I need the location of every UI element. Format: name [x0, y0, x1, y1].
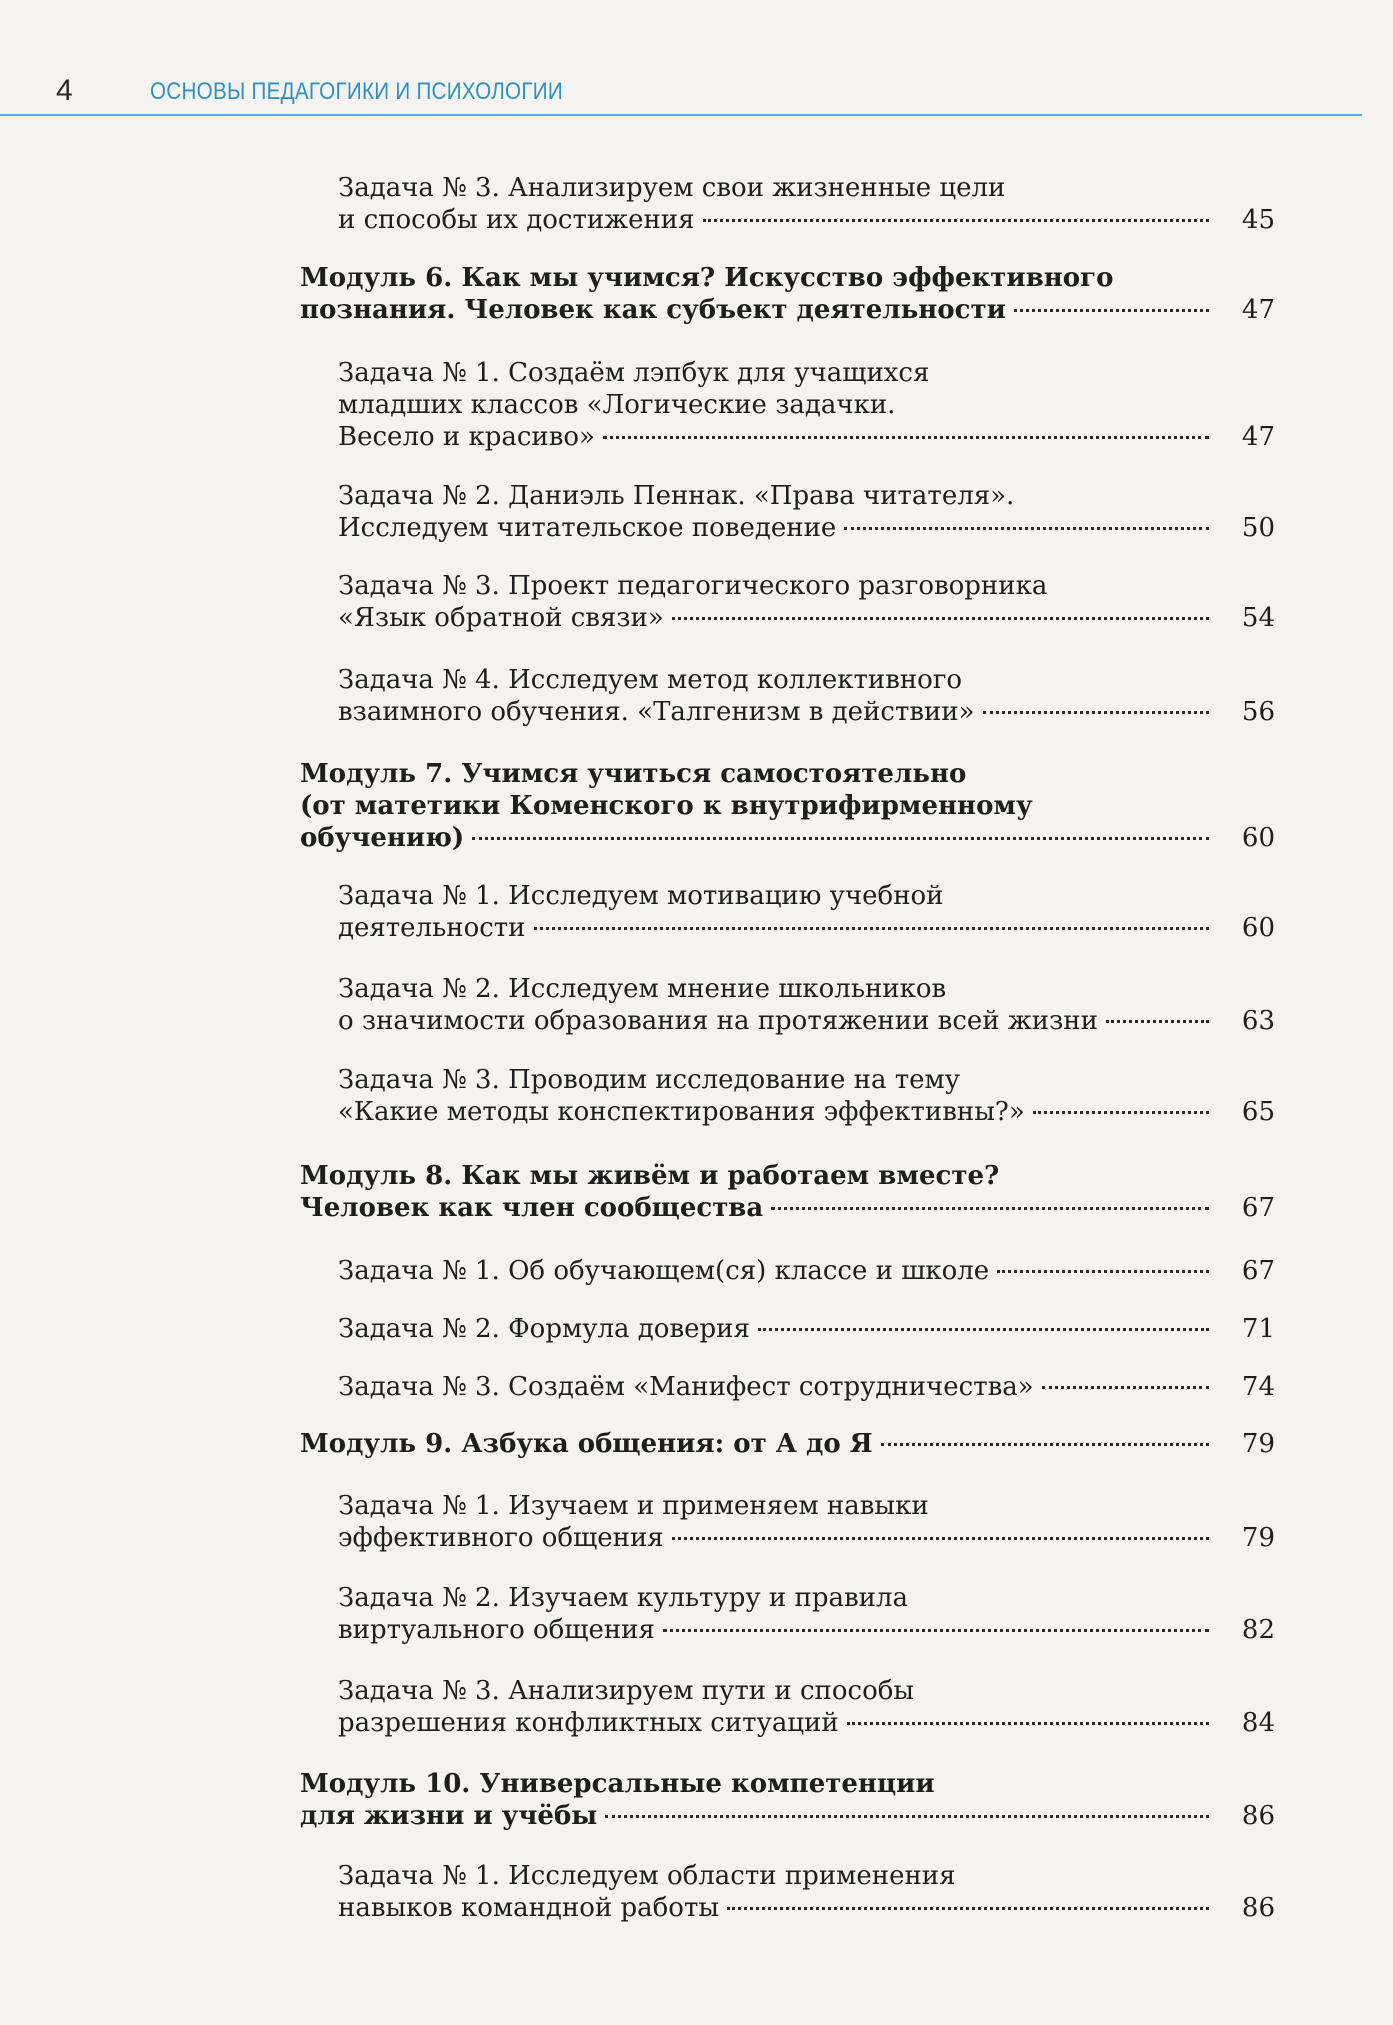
toc-task-entry	[338, 1255, 1275, 1287]
toc-module-entry	[300, 1768, 1275, 1832]
toc-module-entry	[300, 1160, 1275, 1224]
dot-leader	[983, 711, 1209, 714]
toc-entry-text: обучению)	[300, 823, 465, 853]
dot-leader	[758, 1328, 1209, 1331]
toc-module-entry	[300, 262, 1275, 326]
toc-entry-text: Исследуем читательское поведение	[338, 513, 837, 543]
toc-task-entry	[338, 172, 1275, 236]
dot-leader	[663, 1629, 1209, 1632]
toc-task-entry	[338, 973, 1275, 1037]
running-title: ОСНОВЫ ПЕДАГОГИКИ И ПСИХОЛОГИИ	[150, 78, 563, 105]
toc-task-entry	[338, 1371, 1275, 1403]
toc-page-number: 67	[1241, 1256, 1275, 1286]
toc-entry-text: Задача № 3. Анализируем пути и способы	[338, 1676, 915, 1706]
toc-page-number: 79	[1241, 1523, 1275, 1553]
toc-page-number: 47	[1241, 295, 1275, 325]
toc-entry-text: Задача № 3. Анализируем свои жизненные цели	[338, 173, 1006, 203]
toc-page-number: 60	[1241, 913, 1275, 943]
page-number: 4	[56, 74, 73, 107]
toc-entry-text: Модуль 7. Учимся учиться самостоятельно	[300, 759, 967, 789]
toc-task-entry	[338, 1490, 1275, 1554]
toc-entry-text: деятельности	[338, 913, 526, 943]
toc-page-number: 67	[1241, 1193, 1275, 1223]
toc-entry-text: Человек как член сообщества	[300, 1193, 764, 1223]
toc-task-entry	[338, 570, 1275, 634]
toc-module-entry	[300, 1428, 1275, 1460]
toc-entry-text: познания. Человек как субъект деятельности	[300, 295, 1006, 325]
toc-entry-text: Задача № 4. Исследуем метод коллективного	[338, 665, 963, 695]
toc-entry-text: и способы их достижения	[338, 205, 695, 235]
toc-page-number: 63	[1241, 1006, 1275, 1036]
toc-entry-text: (от матетики Коменского к внутрифирменному	[300, 791, 1033, 821]
toc-entry-text: о значимости образования на протяжении всей жизни	[338, 1006, 1098, 1036]
dot-leader	[1042, 1386, 1209, 1389]
toc-page-number: 54	[1241, 603, 1275, 633]
toc-task-entry	[338, 1675, 1275, 1739]
toc-page-number: 60	[1241, 823, 1275, 853]
toc-entry-text: Задача № 1. Изучаем и применяем навыки	[338, 1491, 929, 1521]
toc-page-number: 86	[1241, 1801, 1275, 1831]
dot-leader	[1033, 1111, 1209, 1114]
toc-page-number: 79	[1241, 1429, 1275, 1459]
toc-entry-text: «Какие методы конспектирования эффективны?»	[338, 1097, 1025, 1127]
toc-entry-text: для жизни и учёбы	[300, 1801, 598, 1831]
toc-entry-text: Задача № 2. Изучаем культуру и правила	[338, 1583, 908, 1613]
dot-leader	[727, 1907, 1209, 1910]
toc-task-entry	[338, 480, 1275, 544]
dot-leader	[847, 1722, 1209, 1725]
dot-leader	[472, 837, 1209, 840]
toc-module-entry	[300, 758, 1275, 854]
toc-page-number: 65	[1241, 1097, 1275, 1127]
toc-entry-text: Задача № 1. Создаём лэпбук для учащихся	[338, 358, 930, 388]
toc-entry-text: Задача № 3. Создаём «Манифест сотрудничества»	[338, 1372, 1034, 1402]
toc-task-entry	[338, 1064, 1275, 1128]
toc-task-entry	[338, 880, 1275, 944]
dot-leader	[672, 1537, 1209, 1540]
toc-entry-text: Задача № 2. Исследуем мнение школьников	[338, 974, 947, 1004]
dot-leader	[1014, 309, 1209, 312]
toc-entry-text: Весело и красиво»	[338, 422, 595, 452]
toc-entry-text: Задача № 2. Даниэль Пеннак. «Права читателя».	[338, 481, 1015, 511]
dot-leader	[997, 1270, 1209, 1273]
toc-entry-text: младших классов «Логические задачки.	[338, 390, 896, 420]
dot-leader	[771, 1207, 1209, 1210]
toc-entry-text: Задача № 3. Проект педагогического разговорника	[338, 571, 1048, 601]
toc-entry-text: Задача № 1. Исследуем мотивацию учебной	[338, 881, 944, 911]
dot-leader	[1106, 1020, 1209, 1023]
toc-entry-text: виртуального общения	[338, 1615, 655, 1645]
toc-entry-text: Модуль 8. Как мы живём и работаем вместе?	[300, 1161, 1000, 1191]
toc-task-entry	[338, 1582, 1275, 1646]
toc-page-number: 74	[1241, 1372, 1275, 1402]
toc-entry-text: Модуль 6. Как мы учимся? Искусство эффективного	[300, 263, 1114, 293]
toc-entry-text: Задача № 3. Проводим исследование на тему	[338, 1065, 961, 1095]
dot-leader	[603, 436, 1209, 439]
toc-page-number: 45	[1241, 205, 1275, 235]
toc-entry-text: Задача № 2. Формула доверия	[338, 1314, 750, 1344]
toc-entry-text: Модуль 9. Азбука общения: от А до Я	[300, 1429, 873, 1459]
dot-leader	[534, 927, 1210, 930]
toc-page-number: 86	[1241, 1893, 1275, 1923]
toc-task-entry	[338, 1860, 1275, 1924]
toc-page-number: 71	[1241, 1314, 1275, 1344]
toc-page-number: 56	[1241, 697, 1275, 727]
toc-task-entry	[338, 664, 1275, 728]
toc-page-number: 84	[1241, 1708, 1275, 1738]
dot-leader	[605, 1815, 1209, 1818]
toc-entry-text: Задача № 1. Исследуем области применения	[338, 1861, 956, 1891]
dot-leader	[672, 617, 1209, 620]
dot-leader	[881, 1443, 1209, 1446]
dot-leader	[844, 527, 1209, 530]
toc-entry-text: эффективного общения	[338, 1523, 664, 1553]
toc-page-number: 47	[1241, 422, 1275, 452]
toc-entry-text: разрешения конфликтных ситуаций	[338, 1708, 839, 1738]
toc-entry-text: навыков командной работы	[338, 1893, 720, 1923]
toc-entry-text: «Язык обратной связи»	[338, 603, 664, 633]
toc-entry-text: Задача № 1. Об обучающем(ся) классе и школе	[338, 1256, 990, 1286]
toc-entry-text: взаимного обучения. «Талгенизм в действии»	[338, 697, 975, 727]
toc-page-number: 82	[1241, 1615, 1275, 1645]
toc-entry-text: Модуль 10. Универсальные компетенции	[300, 1769, 935, 1799]
toc-task-entry	[338, 1313, 1275, 1345]
toc-page-number: 50	[1241, 513, 1275, 543]
toc-task-entry	[338, 357, 1275, 453]
dot-leader	[703, 219, 1209, 222]
